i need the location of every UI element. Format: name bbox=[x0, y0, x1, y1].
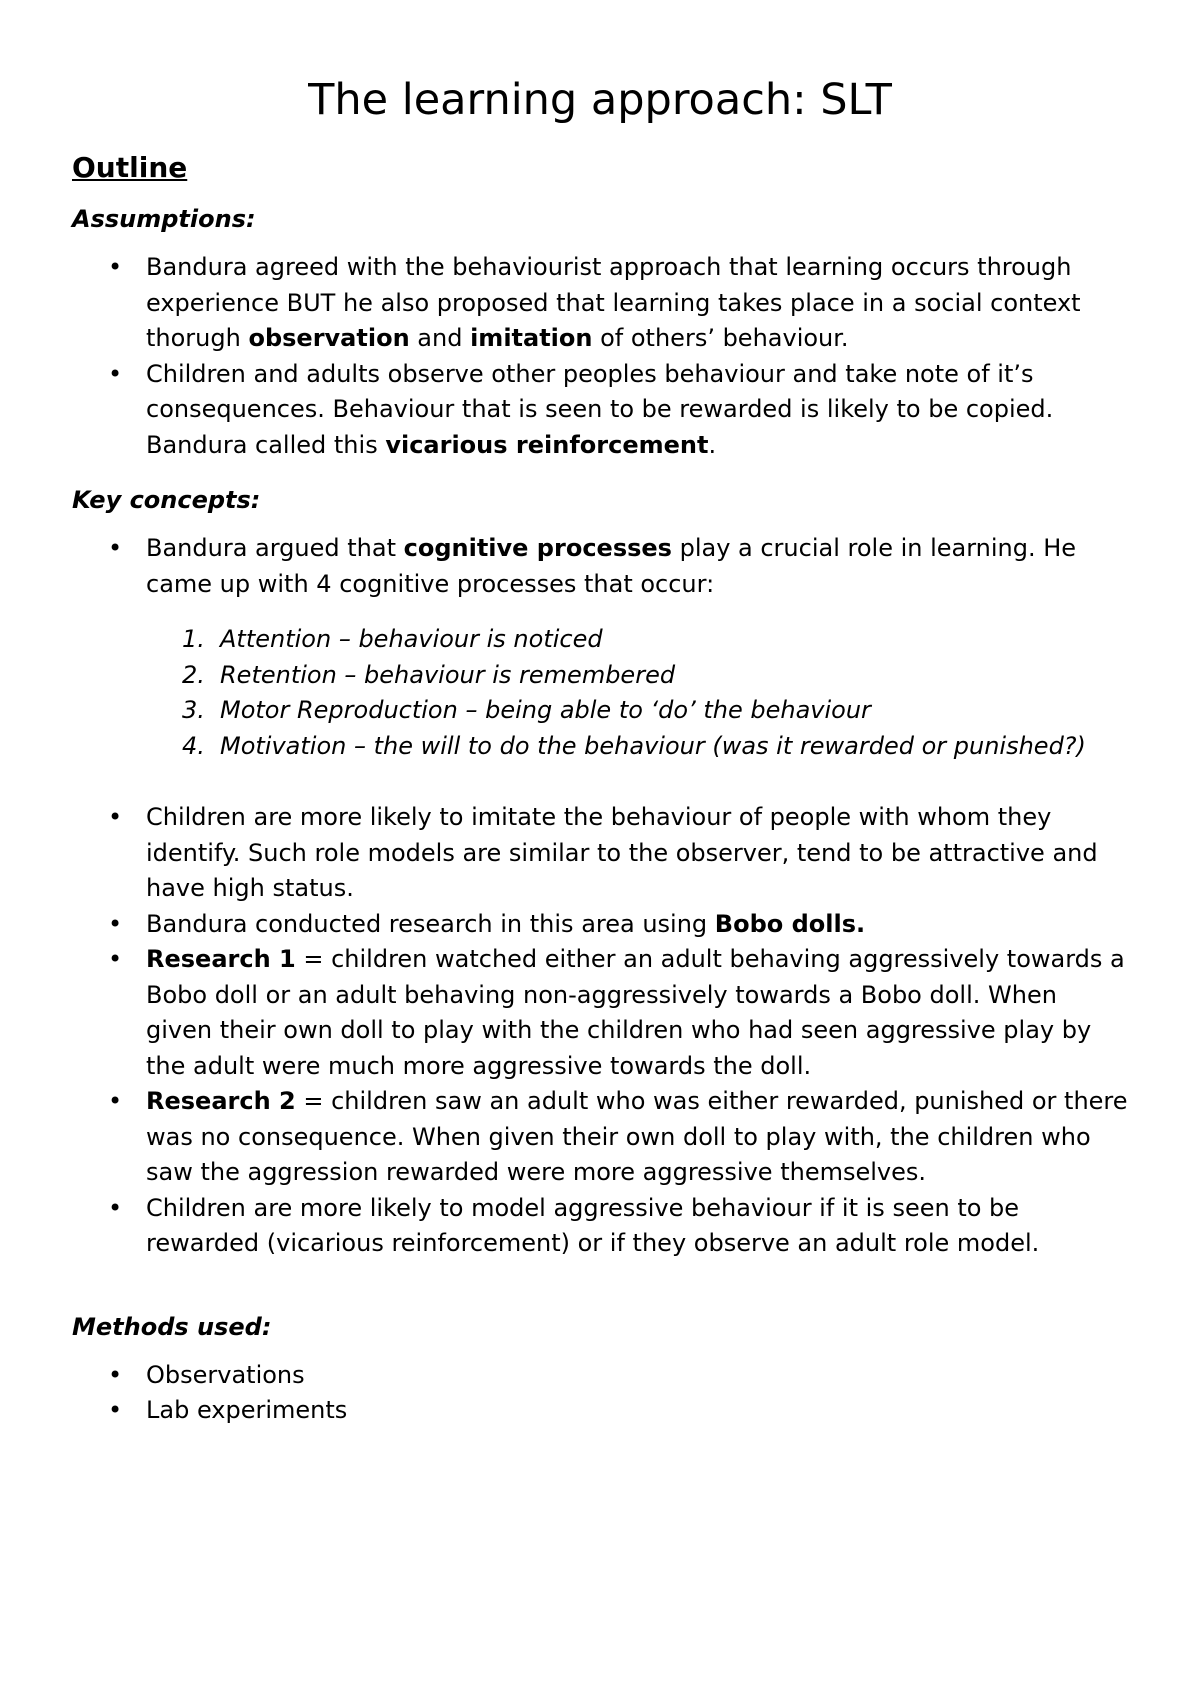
assumptions-heading: Assumptions: bbox=[72, 205, 256, 233]
text-run: of others’ behaviour. bbox=[592, 324, 849, 352]
key-concept-item bbox=[72, 942, 1128, 1084]
list-number: 1. bbox=[182, 625, 205, 653]
key-concept-item bbox=[72, 907, 1128, 943]
text-run: Bandura conducted research in this area using bbox=[146, 909, 715, 938]
bold-term: observation bbox=[248, 324, 410, 352]
method-item: • Observations bbox=[72, 1358, 1128, 1394]
cognitive-process-item bbox=[72, 658, 1128, 694]
assumption-item bbox=[72, 357, 1128, 464]
cognitive-process-item bbox=[72, 693, 1128, 729]
text-run: and bbox=[409, 324, 471, 352]
key-concepts-intro-item bbox=[72, 531, 1128, 602]
process-text: Retention – behaviour is remembered bbox=[220, 660, 676, 689]
text-run: Children and adults observe other peoples behaviour and take note of it’s consequences. Behaviour that is seen to be rewarded is likely to be copied. Bandura called this bbox=[146, 359, 1054, 459]
assumptions-list bbox=[72, 250, 1128, 463]
key-concept-item bbox=[72, 1191, 1128, 1262]
process-text: Motivation – the will to do the behaviour (was it rewarded or punished?) bbox=[220, 731, 1086, 760]
key-concepts-heading: Key concepts: bbox=[72, 486, 261, 514]
key-concept-item bbox=[72, 1084, 1128, 1191]
text-run: play a crucial role in learning. He came up with 4 cognitive processes that occur: bbox=[146, 534, 1077, 598]
method-item: • Lab experiments bbox=[72, 1393, 1128, 1429]
bold-term: Bobo dolls. bbox=[714, 909, 866, 938]
assumption-item bbox=[72, 250, 1128, 357]
key-concepts-list bbox=[72, 800, 1128, 1262]
text-run: Children are more likely to model aggressive behaviour if it is seen to be rewarded (vicarious reinforcement) or if they observe an adult role model. bbox=[146, 1193, 1040, 1257]
process-text: Motor Reproduction – being able to ‘do’ the behaviour bbox=[220, 696, 871, 724]
cognitive-processes-list bbox=[72, 622, 1128, 764]
outline-heading: Outline bbox=[72, 151, 188, 184]
text-run: Bandura agreed with the behaviourist approach that learning occurs through experience BUT he also proposed that learning takes place in a social context thorugh bbox=[146, 253, 1081, 352]
bold-term: Research 1 bbox=[146, 945, 296, 973]
list-number: 2. bbox=[182, 660, 205, 689]
text-run: = children watched either an adult behaving aggressively towards a Bobo doll or an adult behaving non-aggressively towards a Bobo doll. When given their own doll to play with the children who had seen aggressive play by the adult were much more aggressive towards the doll. bbox=[146, 945, 1125, 1080]
text-run: Bandura argued that bbox=[146, 534, 404, 562]
bold-term: cognitive processes bbox=[403, 534, 672, 562]
methods-list bbox=[72, 1358, 1128, 1429]
list-number: 4. bbox=[182, 731, 205, 760]
text-run: . bbox=[708, 430, 717, 459]
methods-heading: Methods used: bbox=[72, 1312, 272, 1341]
bold-term: imitation bbox=[470, 324, 593, 352]
text-run: Children are more likely to imitate the behaviour of people with whom they identify. Such role models are similar to the observer, tend to be attractive and have high status. bbox=[146, 803, 1098, 902]
bold-term: vicarious reinforcement bbox=[385, 430, 709, 459]
cognitive-process-item bbox=[72, 729, 1128, 765]
process-text: Attention – behaviour is noticed bbox=[220, 625, 603, 653]
cognitive-process-item bbox=[72, 622, 1128, 658]
list-number: 3. bbox=[182, 696, 205, 724]
key-concept-item bbox=[72, 800, 1128, 907]
text-run: = children saw an adult who was either rewarded, punished or there was no consequence. When given their own doll to play with, the children who saw the aggression rewarded were more aggressive themselves. bbox=[146, 1087, 1128, 1186]
document-title: The learning approach: SLT bbox=[308, 75, 892, 125]
key-concepts-intro-list bbox=[72, 531, 1128, 602]
bold-term: Research 2 bbox=[146, 1087, 296, 1115]
